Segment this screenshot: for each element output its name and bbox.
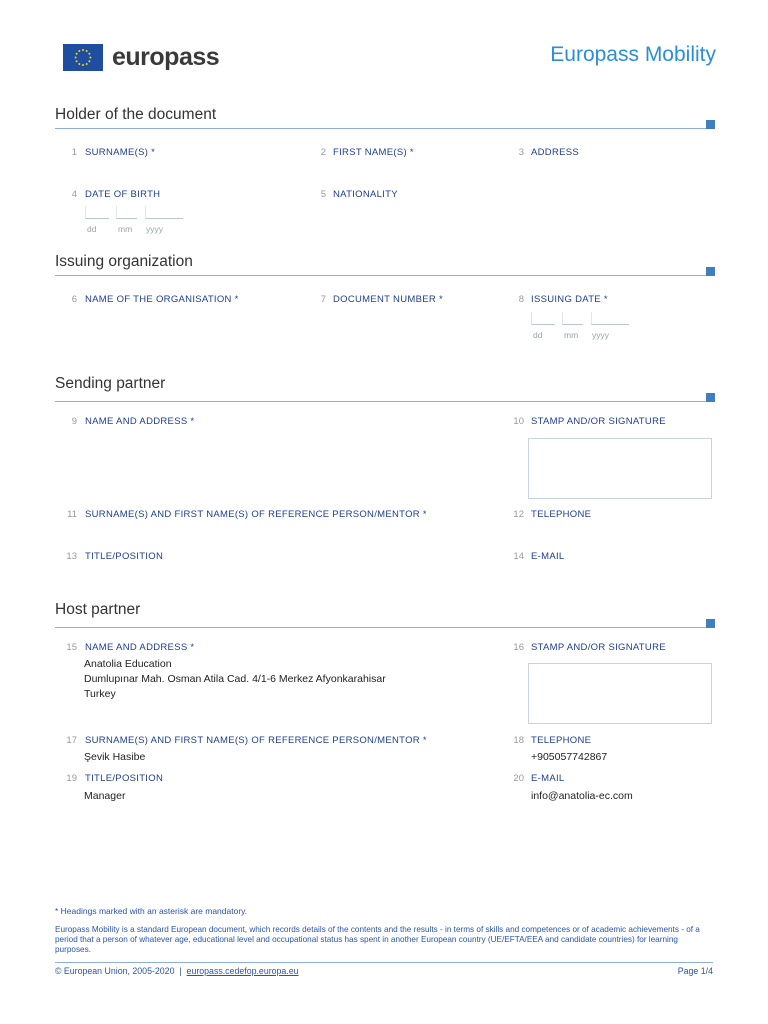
field-label-document-number: DOCUMENT NUMBER * [333, 294, 443, 305]
address-line: Anatolia Education [84, 658, 172, 670]
field-label-telephone: TELEPHONE [531, 509, 592, 520]
field-label-address: ADDRESS [531, 147, 580, 158]
field-label-email: E-MAIL [531, 773, 565, 784]
footer-description: Europass Mobility is a standard European document, which records details of the contents and the results - in terms of skills and competences or of academic achievements - of a period that a person of whatever age, educational level and occupational status has spent in another European country (UE/EFTA/EEA and candidate countries) for learning purposes. [55, 925, 700, 954]
address-line: Dumlupınar Mah. Osman Atila Cad. 4/1-6 Merkez Afyonkarahisar [84, 673, 386, 685]
field-label-stamp: STAMP AND/OR SIGNATURE [531, 416, 666, 427]
field-number: 12 [513, 509, 524, 520]
field-label-title-position: TITLE/POSITION [85, 773, 164, 784]
field-label-organisation: NAME OF THE ORGANISATION * [85, 294, 239, 305]
dob-day-box[interactable] [85, 206, 109, 219]
mandatory-note: * Headings marked with an asterisk are mandatory. [55, 906, 248, 916]
footer-copyright-line [55, 966, 299, 976]
field-number: 8 [518, 294, 524, 305]
field-number: 9 [71, 416, 77, 427]
issue-year-box[interactable] [591, 312, 629, 325]
field-number: 13 [66, 551, 77, 562]
field-label-nationality: NATIONALITY [333, 189, 398, 200]
date-dd-label: dd [87, 224, 97, 234]
stamp-signature-box[interactable] [528, 663, 712, 724]
field-number: 4 [71, 189, 77, 200]
field-number: 16 [513, 642, 524, 653]
field-label-telephone: TELEPHONE [531, 735, 592, 746]
europass-website-link[interactable]: europass.cedefop.europa.eu [186, 966, 299, 976]
field-number: 20 [513, 773, 524, 784]
section-marker [706, 619, 715, 628]
email-value: info@anatolia-ec.com [531, 790, 633, 802]
date-dd-label: dd [533, 330, 543, 340]
section-marker [706, 393, 715, 402]
field-number: 3 [518, 147, 524, 158]
field-label-name-address: NAME AND ADDRESS * [85, 642, 195, 653]
field-number: 7 [320, 294, 326, 305]
copyright-text: © European Union, 2005-2020 [55, 966, 175, 976]
telephone-value: +905057742867 [531, 751, 608, 763]
date-yyyy-label: yyyy [146, 224, 163, 234]
section-marker [706, 120, 715, 129]
field-number: 5 [320, 189, 326, 200]
footer-rule [55, 962, 713, 963]
field-number: 11 [67, 509, 77, 520]
document-title: Europass Mobility [550, 43, 716, 66]
field-number: 1 [71, 147, 77, 158]
section-marker [706, 267, 715, 276]
field-label-email: E-MAIL [531, 551, 565, 562]
field-number: 6 [71, 294, 77, 305]
field-number: 17 [66, 735, 77, 746]
field-label-date-of-birth: DATE OF BIRTH [85, 189, 161, 200]
dob-year-box[interactable] [145, 206, 183, 219]
field-label-issuing-date: ISSUING DATE * [531, 294, 608, 305]
field-number: 19 [66, 773, 77, 784]
section-title-holder: Holder of the document [55, 106, 217, 123]
field-label-title-position: TITLE/POSITION [85, 551, 164, 562]
dob-month-box[interactable] [116, 206, 137, 219]
field-number: 2 [320, 147, 326, 158]
date-mm-label: mm [564, 330, 579, 340]
eu-flag-icon [63, 44, 103, 71]
page-number: Page 1/4 [677, 966, 713, 976]
title-position-value: Manager [84, 790, 126, 802]
field-label-name-address: NAME AND ADDRESS * [85, 416, 195, 427]
europass-logo: europass [112, 43, 220, 71]
field-label-stamp: STAMP AND/OR SIGNATURE [531, 642, 666, 653]
field-label-reference-person: SURNAME(S) AND FIRST NAME(S) OF REFERENCE PERSON/MENTOR * [85, 735, 427, 746]
section-rule [55, 128, 711, 129]
host-name-address-value [84, 657, 386, 702]
field-label-surname: SURNAME(S) * [85, 147, 156, 158]
field-number: 14 [513, 551, 524, 562]
section-title-host: Host partner [55, 601, 141, 618]
stamp-signature-box[interactable] [528, 438, 712, 499]
field-number: 15 [66, 642, 77, 653]
issue-month-box[interactable] [562, 312, 583, 325]
section-title-sending: Sending partner [55, 375, 166, 392]
field-number: 18 [513, 735, 524, 746]
footer-separator: | [179, 966, 182, 976]
date-mm-label: mm [118, 224, 133, 234]
section-rule [55, 627, 711, 628]
field-label-reference-person: SURNAME(S) AND FIRST NAME(S) OF REFERENCE PERSON/MENTOR * [85, 509, 427, 520]
section-rule [55, 275, 711, 276]
section-rule [55, 401, 711, 402]
field-number: 10 [513, 416, 524, 427]
address-line: Turkey [84, 688, 116, 700]
section-title-issuing: Issuing organization [55, 253, 193, 270]
reference-person-value: Şevik Hasibe [84, 751, 146, 763]
issue-day-box[interactable] [531, 312, 555, 325]
field-label-first-name: FIRST NAME(S) * [333, 147, 414, 158]
date-yyyy-label: yyyy [592, 330, 609, 340]
